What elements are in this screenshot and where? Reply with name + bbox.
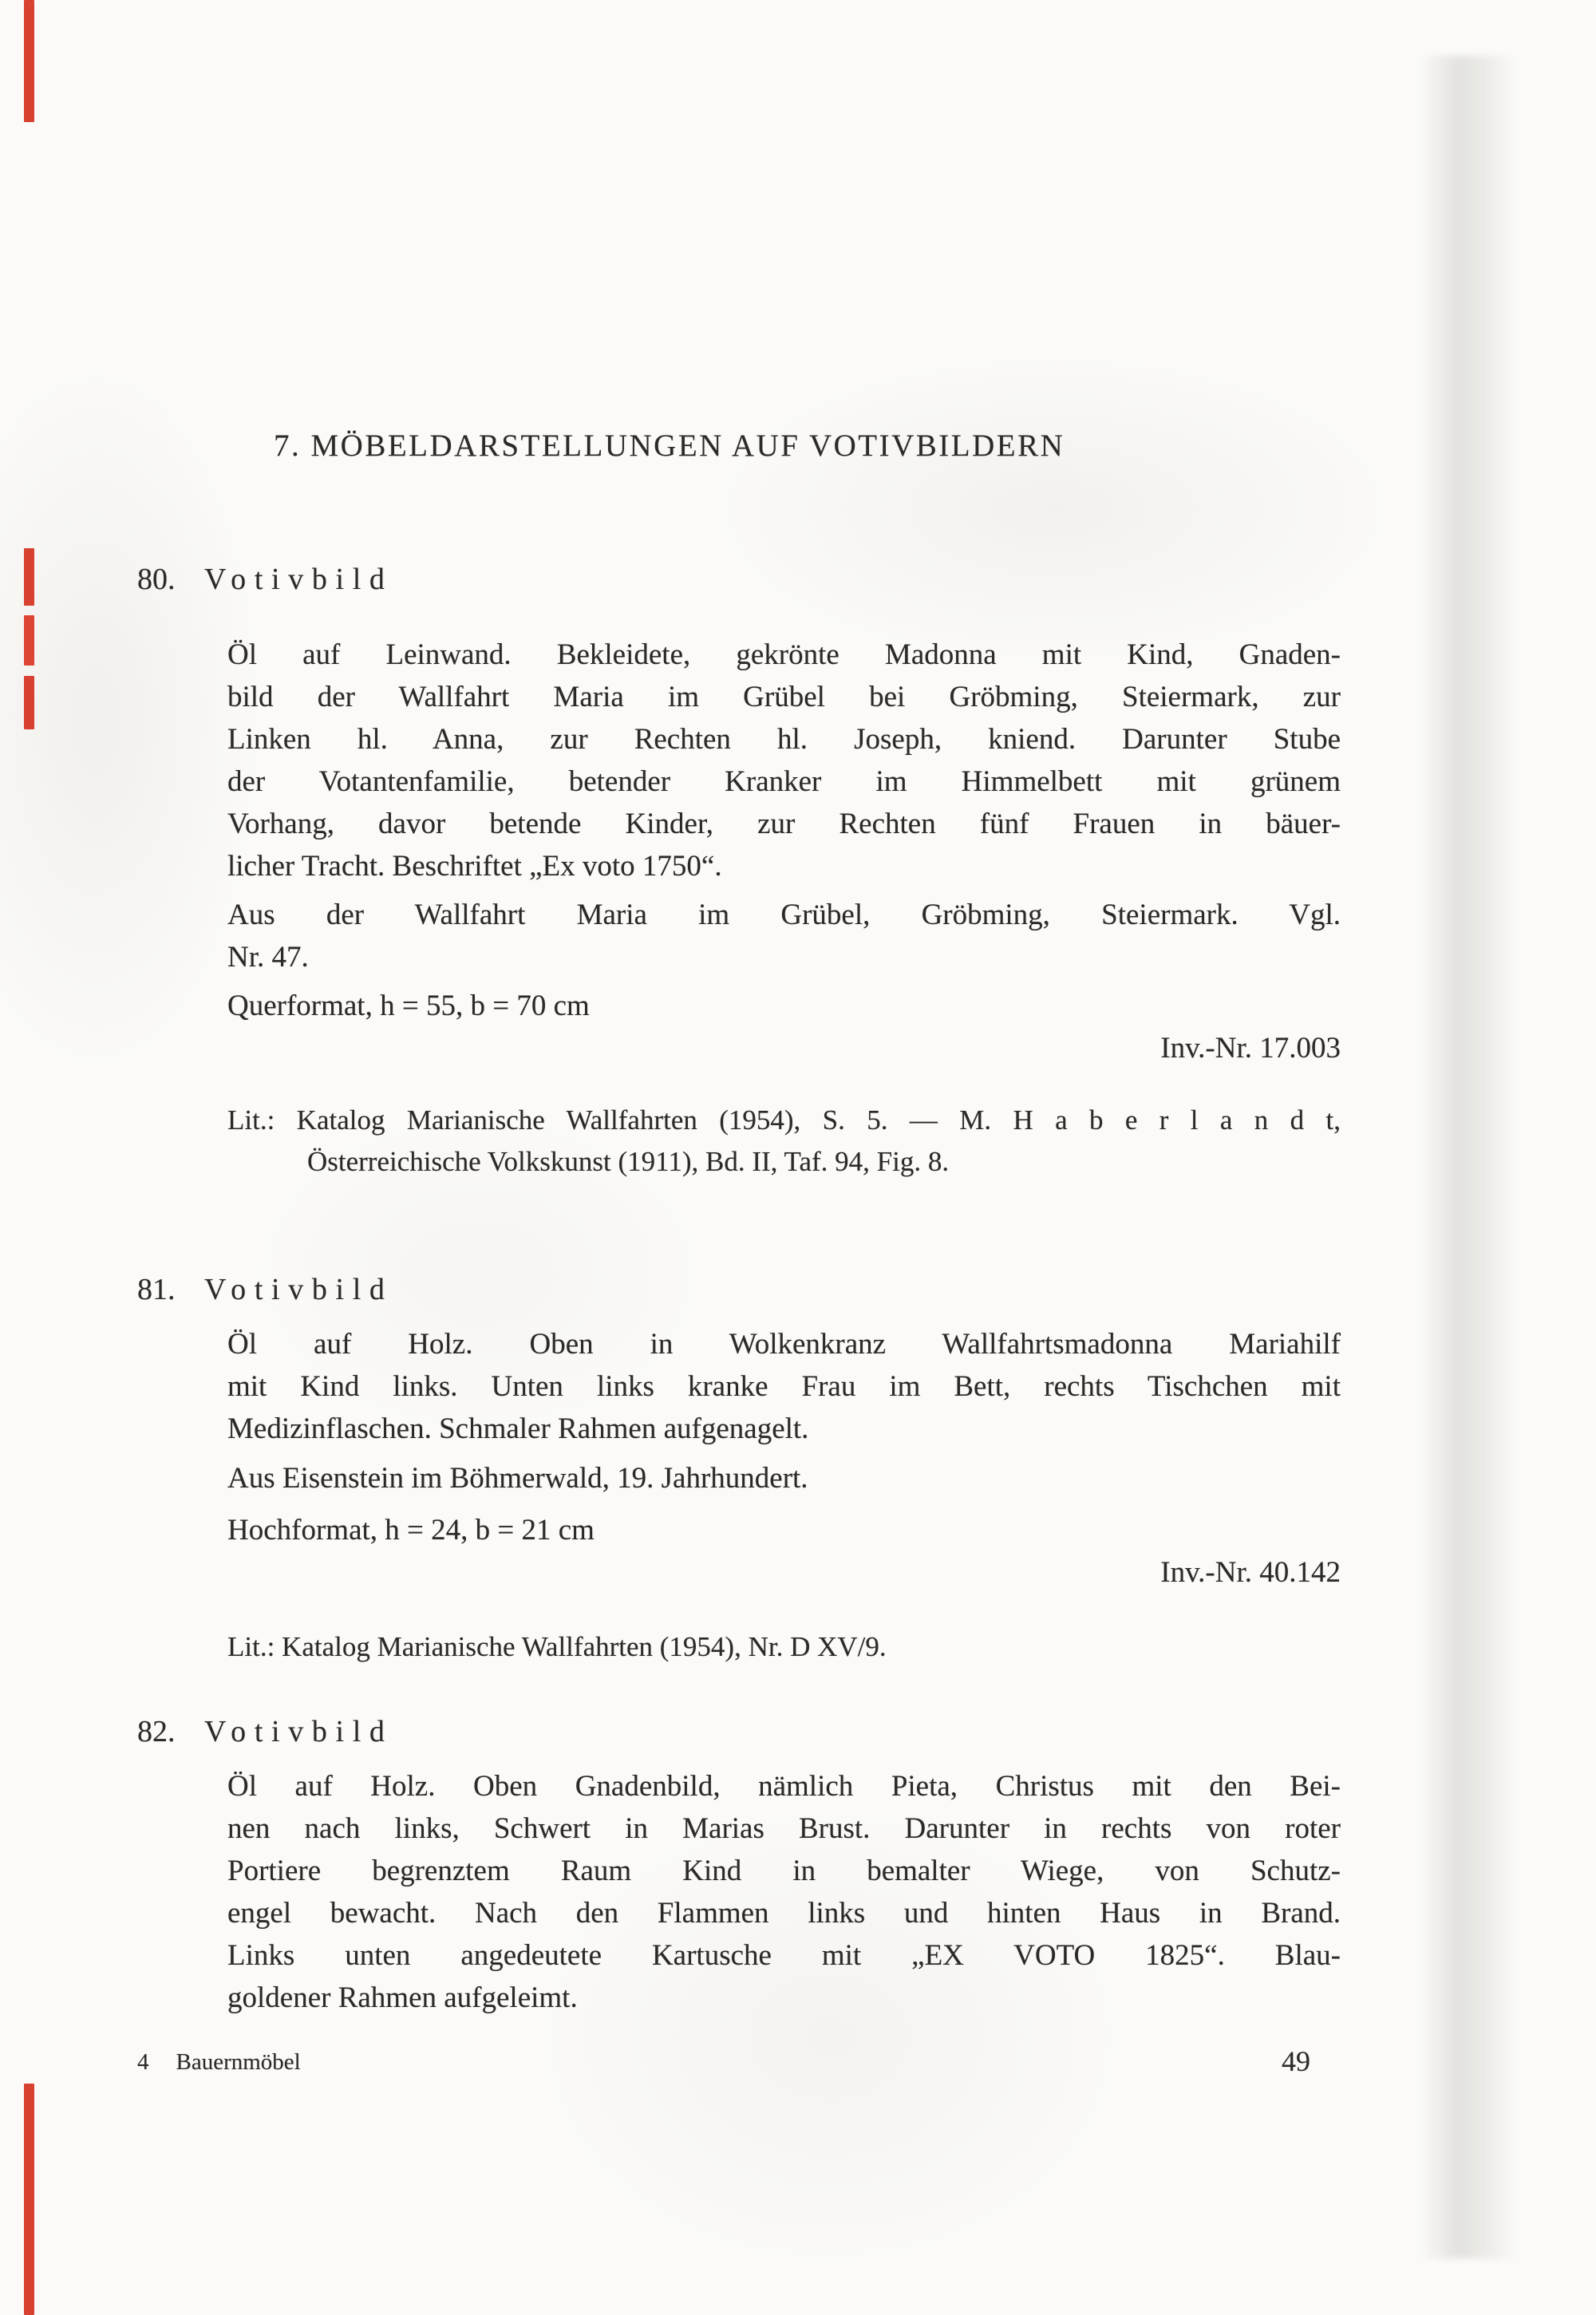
- entry-title-text: Votivbild: [204, 563, 393, 596]
- entry-80-title: [137, 562, 393, 597]
- literature-line: Österreichische Volkskunst (1911), Bd. II, Taf. 94, Fig. 8.: [307, 1146, 950, 1177]
- entry-80-description: [227, 634, 1341, 887]
- entry-82-description: [227, 1765, 1341, 2019]
- description-line: Öl auf Holz. Oben Gnadenbild, nämlich Pieta, Christus mit den Bei-: [227, 1770, 1341, 1803]
- entry-80-literature: [227, 1100, 1341, 1183]
- entry-81-provenance: Aus Eisenstein im Böhmerwald, 19. Jahrhundert.: [227, 1462, 808, 1495]
- description-line: Linken hl. Anna, zur Rechten hl. Joseph, kniend. Darunter Stube: [227, 723, 1341, 756]
- description-line: Portiere begrenztem Raum Kind in bemalter Wiege, von Schutz-: [227, 1855, 1341, 1887]
- entry-81-format: Hochformat, h = 24, b = 21 cm: [227, 1514, 595, 1547]
- chapter-heading: 7. MÖBELDARSTELLUNGEN AUF VOTIVBILDERN: [274, 429, 1065, 463]
- description-line: der Votantenfamilie, betender Kranker im Himmelbett mit grünem: [227, 765, 1341, 798]
- entry-title-text: Votivbild: [204, 1273, 393, 1306]
- entry-number: 80.: [137, 563, 176, 596]
- description-line: Öl auf Holz. Oben in Wolkenkranz Wallfahrtsmadonna Mariahilf: [227, 1328, 1341, 1361]
- scan-edge-shadow: [1420, 56, 1516, 2258]
- entry-80-format: Querformat, h = 55, b = 70 cm: [227, 990, 590, 1022]
- footer-signature-line: [137, 2049, 301, 2076]
- entry-81-description: [227, 1323, 1341, 1450]
- entry-number: 82.: [137, 1715, 176, 1748]
- red-edge-mark: [24, 548, 34, 606]
- description-line: Links unten angedeutete Kartusche mit „EX VOTO 1825“. Blau-: [227, 1939, 1341, 1972]
- description-line: bild der Wallfahrt Maria im Grübel bei Gröbming, Steiermark, zur: [227, 681, 1341, 713]
- literature-line: Lit.: Katalog Marianische Wallfahrten (1954), Nr. D XV/9.: [227, 1631, 887, 1662]
- description-line: nen nach links, Schwert in Marias Brust. Darunter in rechts von roter: [227, 1812, 1341, 1845]
- literature-line: Lit.: Katalog Marianische Wallfahrten (1954), S. 5. — M. H a b e r l a n d t,: [227, 1104, 1341, 1136]
- description-line: Medizinflaschen. Schmaler Rahmen aufgenagelt.: [227, 1412, 809, 1445]
- footer-book-title: Bauernmöbel: [176, 2049, 301, 2075]
- red-edge-mark: [24, 0, 34, 122]
- provenance-line: Aus der Wallfahrt Maria im Grübel, Gröbming, Steiermark. Vgl.: [227, 899, 1341, 931]
- provenance-line: Nr. 47.: [227, 941, 309, 974]
- description-line: Öl auf Leinwand. Bekleidete, gekrönte Madonna mit Kind, Gnaden-: [227, 638, 1341, 671]
- entry-82-title: [137, 1714, 393, 1749]
- description-line: Vorhang, davor betende Kinder, zur Rechten fünf Frauen in bäuer-: [227, 808, 1341, 840]
- description-line: licher Tracht. Beschriftet „Ex voto 1750“.: [227, 850, 722, 883]
- entry-80-inventory-number: Inv.-Nr. 17.003: [1160, 1032, 1341, 1065]
- entry-81-literature: [227, 1626, 1341, 1668]
- red-edge-mark: [24, 676, 34, 729]
- red-edge-mark: [24, 2084, 34, 2315]
- entry-title-text: Votivbild: [204, 1715, 393, 1748]
- entry-80-provenance: [227, 894, 1341, 978]
- description-line: engel bewacht. Nach den Flammen links und hinten Haus in Brand.: [227, 1897, 1341, 1930]
- description-line: goldener Rahmen aufgeleimt.: [227, 1981, 578, 2014]
- entry-81-inventory-number: Inv.-Nr. 40.142: [1160, 1556, 1341, 1589]
- footer-sheet-number: 4: [137, 2049, 149, 2075]
- entry-81-title: [137, 1272, 393, 1307]
- page-number: 49: [1282, 2045, 1310, 2077]
- red-edge-mark: [24, 615, 34, 666]
- entry-number: 81.: [137, 1273, 176, 1306]
- description-line: mit Kind links. Unten links kranke Frau im Bett, rechts Tischchen mit: [227, 1370, 1341, 1403]
